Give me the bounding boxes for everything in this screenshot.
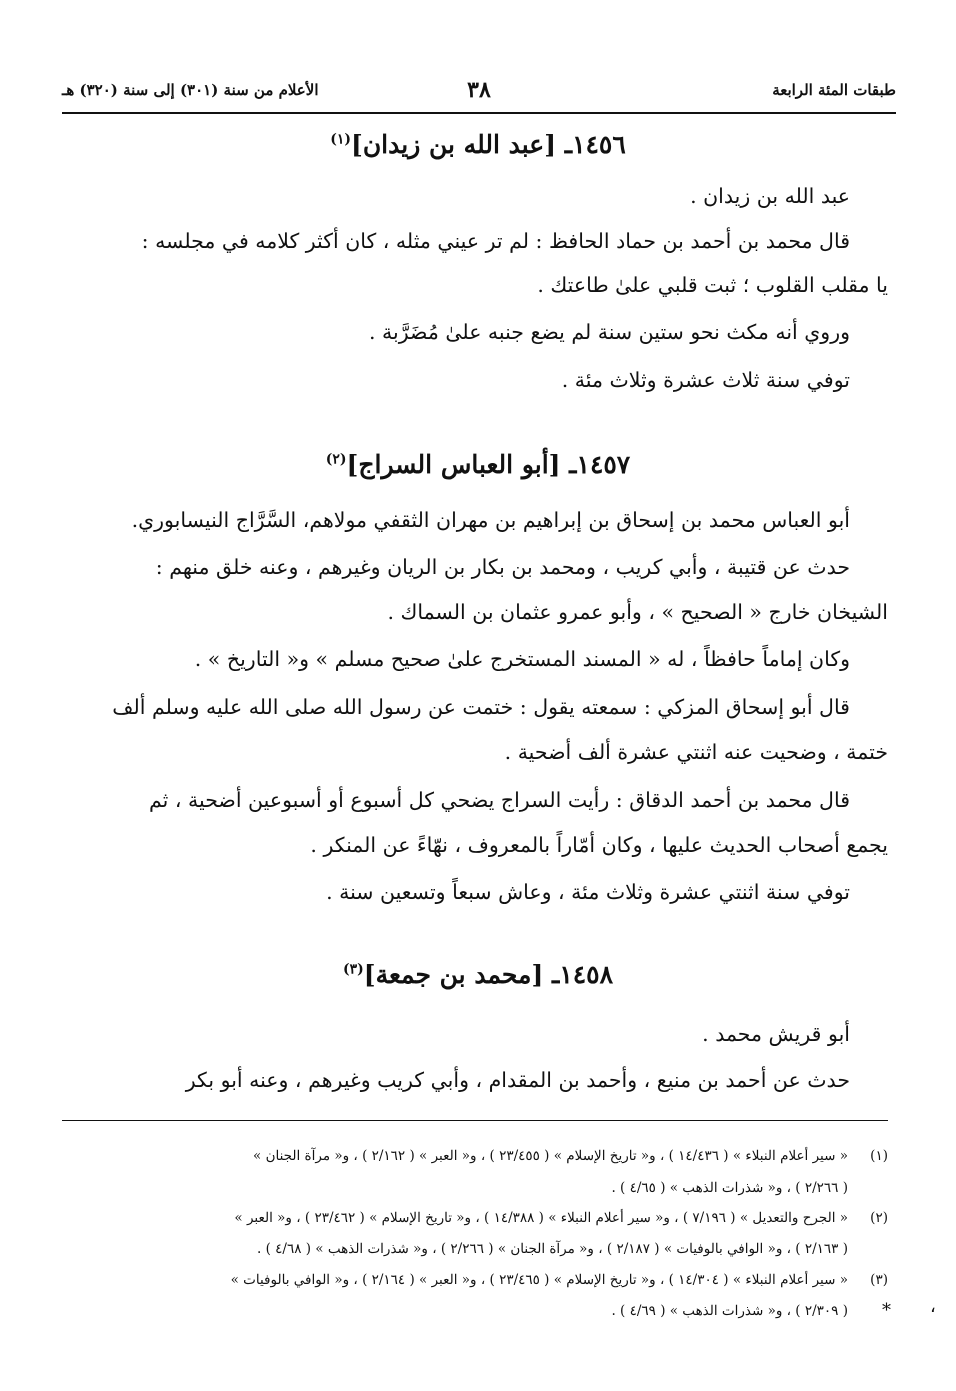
- footnote-number: (١): [870, 1148, 888, 1164]
- footnote-line: ( ٢/٣٠٩ ) ، و« شذرات الذهب » ( ٤/٦٩ ) .: [611, 1303, 848, 1319]
- footnote-divider: [62, 1120, 888, 1121]
- footnote-number: (٢): [870, 1210, 888, 1226]
- margin-star-mark: *: [882, 1300, 891, 1321]
- footnote-line: « سير أعلام النبلاء » ( ١٤/٣٠٤ ) ، و« تاريخ الإسلام » ( ٢٣/٤٦٥ ) ، و« العبر » ( ٢/١٦٤ ) ، و« الوافي بالوفيات »: [230, 1272, 848, 1288]
- text-line: وكان إماماً حافظاً ، له « المسند المستخرج علىٰ صحيح مسلم » و« التاريخ » .: [194, 647, 850, 671]
- footnote-ref: (١): [330, 131, 351, 148]
- text-line: عبد الله بن زيدان .: [690, 184, 850, 208]
- text-line: قال محمد بن أحمد الدقاق : رأيت السراج يضحي كل أسبوع أو أسبوعين أضحية ، ثم: [149, 788, 850, 812]
- entry-title-text: ١٤٥٨ـ [محمد بن جمعة]: [363, 960, 614, 989]
- header-divider: [62, 112, 896, 114]
- text-line: أبو العباس محمد بن إسحاق بن إبراهيم بن مهران الثقفي مولاهم، السَّرَّاج النيسابوري.: [131, 508, 850, 532]
- running-header: [62, 72, 896, 108]
- text-line: توفي سنة ثلاث عشرة وثلاث مئة .: [561, 368, 850, 392]
- text-line: قال محمد بن أحمد بن حماد الحافظ : لم تر عيني مثله ، كان أكثر كلامه في مجلسه :: [141, 229, 850, 253]
- page-number: ٣٨: [467, 77, 491, 103]
- margin-comma-mark: ،: [930, 1296, 936, 1317]
- text-line: ختمة ، وضحيت عنه اثنتي عشرة ألف أضحية .: [504, 740, 888, 764]
- footnote-ref: (٢): [325, 451, 347, 468]
- footnote-line: « الجرح والتعديل » ( ٧/١٩٦ ) ، و« سير أعلام النبلاء » ( ١٤/٣٨٨ ) ، و« تاريخ الإسلام » ( ٢٣/٤٦٢ ) ، و« العبر »: [234, 1210, 848, 1226]
- text-line: وروي أنه مكث نحو ستين سنة لم يضع جنبه علىٰ مُضَرَّبة .: [369, 320, 850, 344]
- footnote-number: (٣): [870, 1272, 888, 1288]
- footnote-line: « سير أعلام النبلاء » ( ١٤/٤٣٦ ) ، و« تاريخ الإسلام » ( ٢٣/٤٥٥ ) ، و« العبر » ( ٢/١٦٢ ) ، و« مرآة الجنان »: [253, 1148, 848, 1164]
- text-line: حدث عن أحمد بن منيع ، وأحمد بن المقدام ، وأبي كريب وغيرهم ، وعنه أبو بكر: [185, 1068, 850, 1092]
- text-line: يجمع أصحاب الحديث عليها ، وكان أمّاراً بالمعروف ، نهّاءً عن المنكر .: [310, 833, 888, 857]
- entry-title-1457: [0, 450, 956, 479]
- footnote-line: ( ٢/١٦٣ ) ، و« الوافي بالوفيات » ( ٢/١٨٧ ) ، و« مرآة الجنان » ( ٢/٢٦٦ ) ، و« شذرات الذهب » ( ٤/٦٨ ) .: [257, 1241, 848, 1257]
- text-line: توفي سنة اثنتي عشرة وثلاث مئة ، وعاش سبعاً وتسعين سنة .: [326, 880, 850, 904]
- footnote-ref: (٣): [342, 961, 364, 978]
- entry-title-1456: [0, 130, 956, 159]
- text-line: حدث عن قتيبة ، وأبي كريب ، ومحمد بن بكار بن الريان وغيرهم ، وعنه خلق منهم :: [155, 555, 850, 579]
- header-book-title: طبقات المئة الرابعة: [772, 81, 896, 99]
- header-section-title: الأعلام من سنة (٣٠١) إلى سنة (٣٢٠) هـ: [62, 81, 319, 99]
- entry-title-text: ١٤٥٧ـ [أبو العباس السراج]: [346, 450, 631, 479]
- text-line: أبو قريش محمد .: [702, 1022, 850, 1046]
- text-line: يا مقلب القلوب ؛ ثبت قلبي علىٰ طاعتك .: [537, 273, 888, 297]
- text-line: الشيخان خارج « الصحيح » ، وأبو عمرو عثمان بن السماك .: [387, 600, 888, 624]
- footnote-line: ( ٢/٢٦٦ ) ، و« شذرات الذهب » ( ٤/٦٥ ) .: [611, 1180, 848, 1196]
- entry-title-text: ١٤٥٦ـ [عبد الله بن زيدان]: [350, 130, 626, 159]
- text-line: قال أبو إسحاق المزكي : سمعته يقول : ختمت عن رسول الله صلى الله عليه وسلم ألف: [112, 695, 850, 719]
- entry-title-1458: [0, 960, 956, 989]
